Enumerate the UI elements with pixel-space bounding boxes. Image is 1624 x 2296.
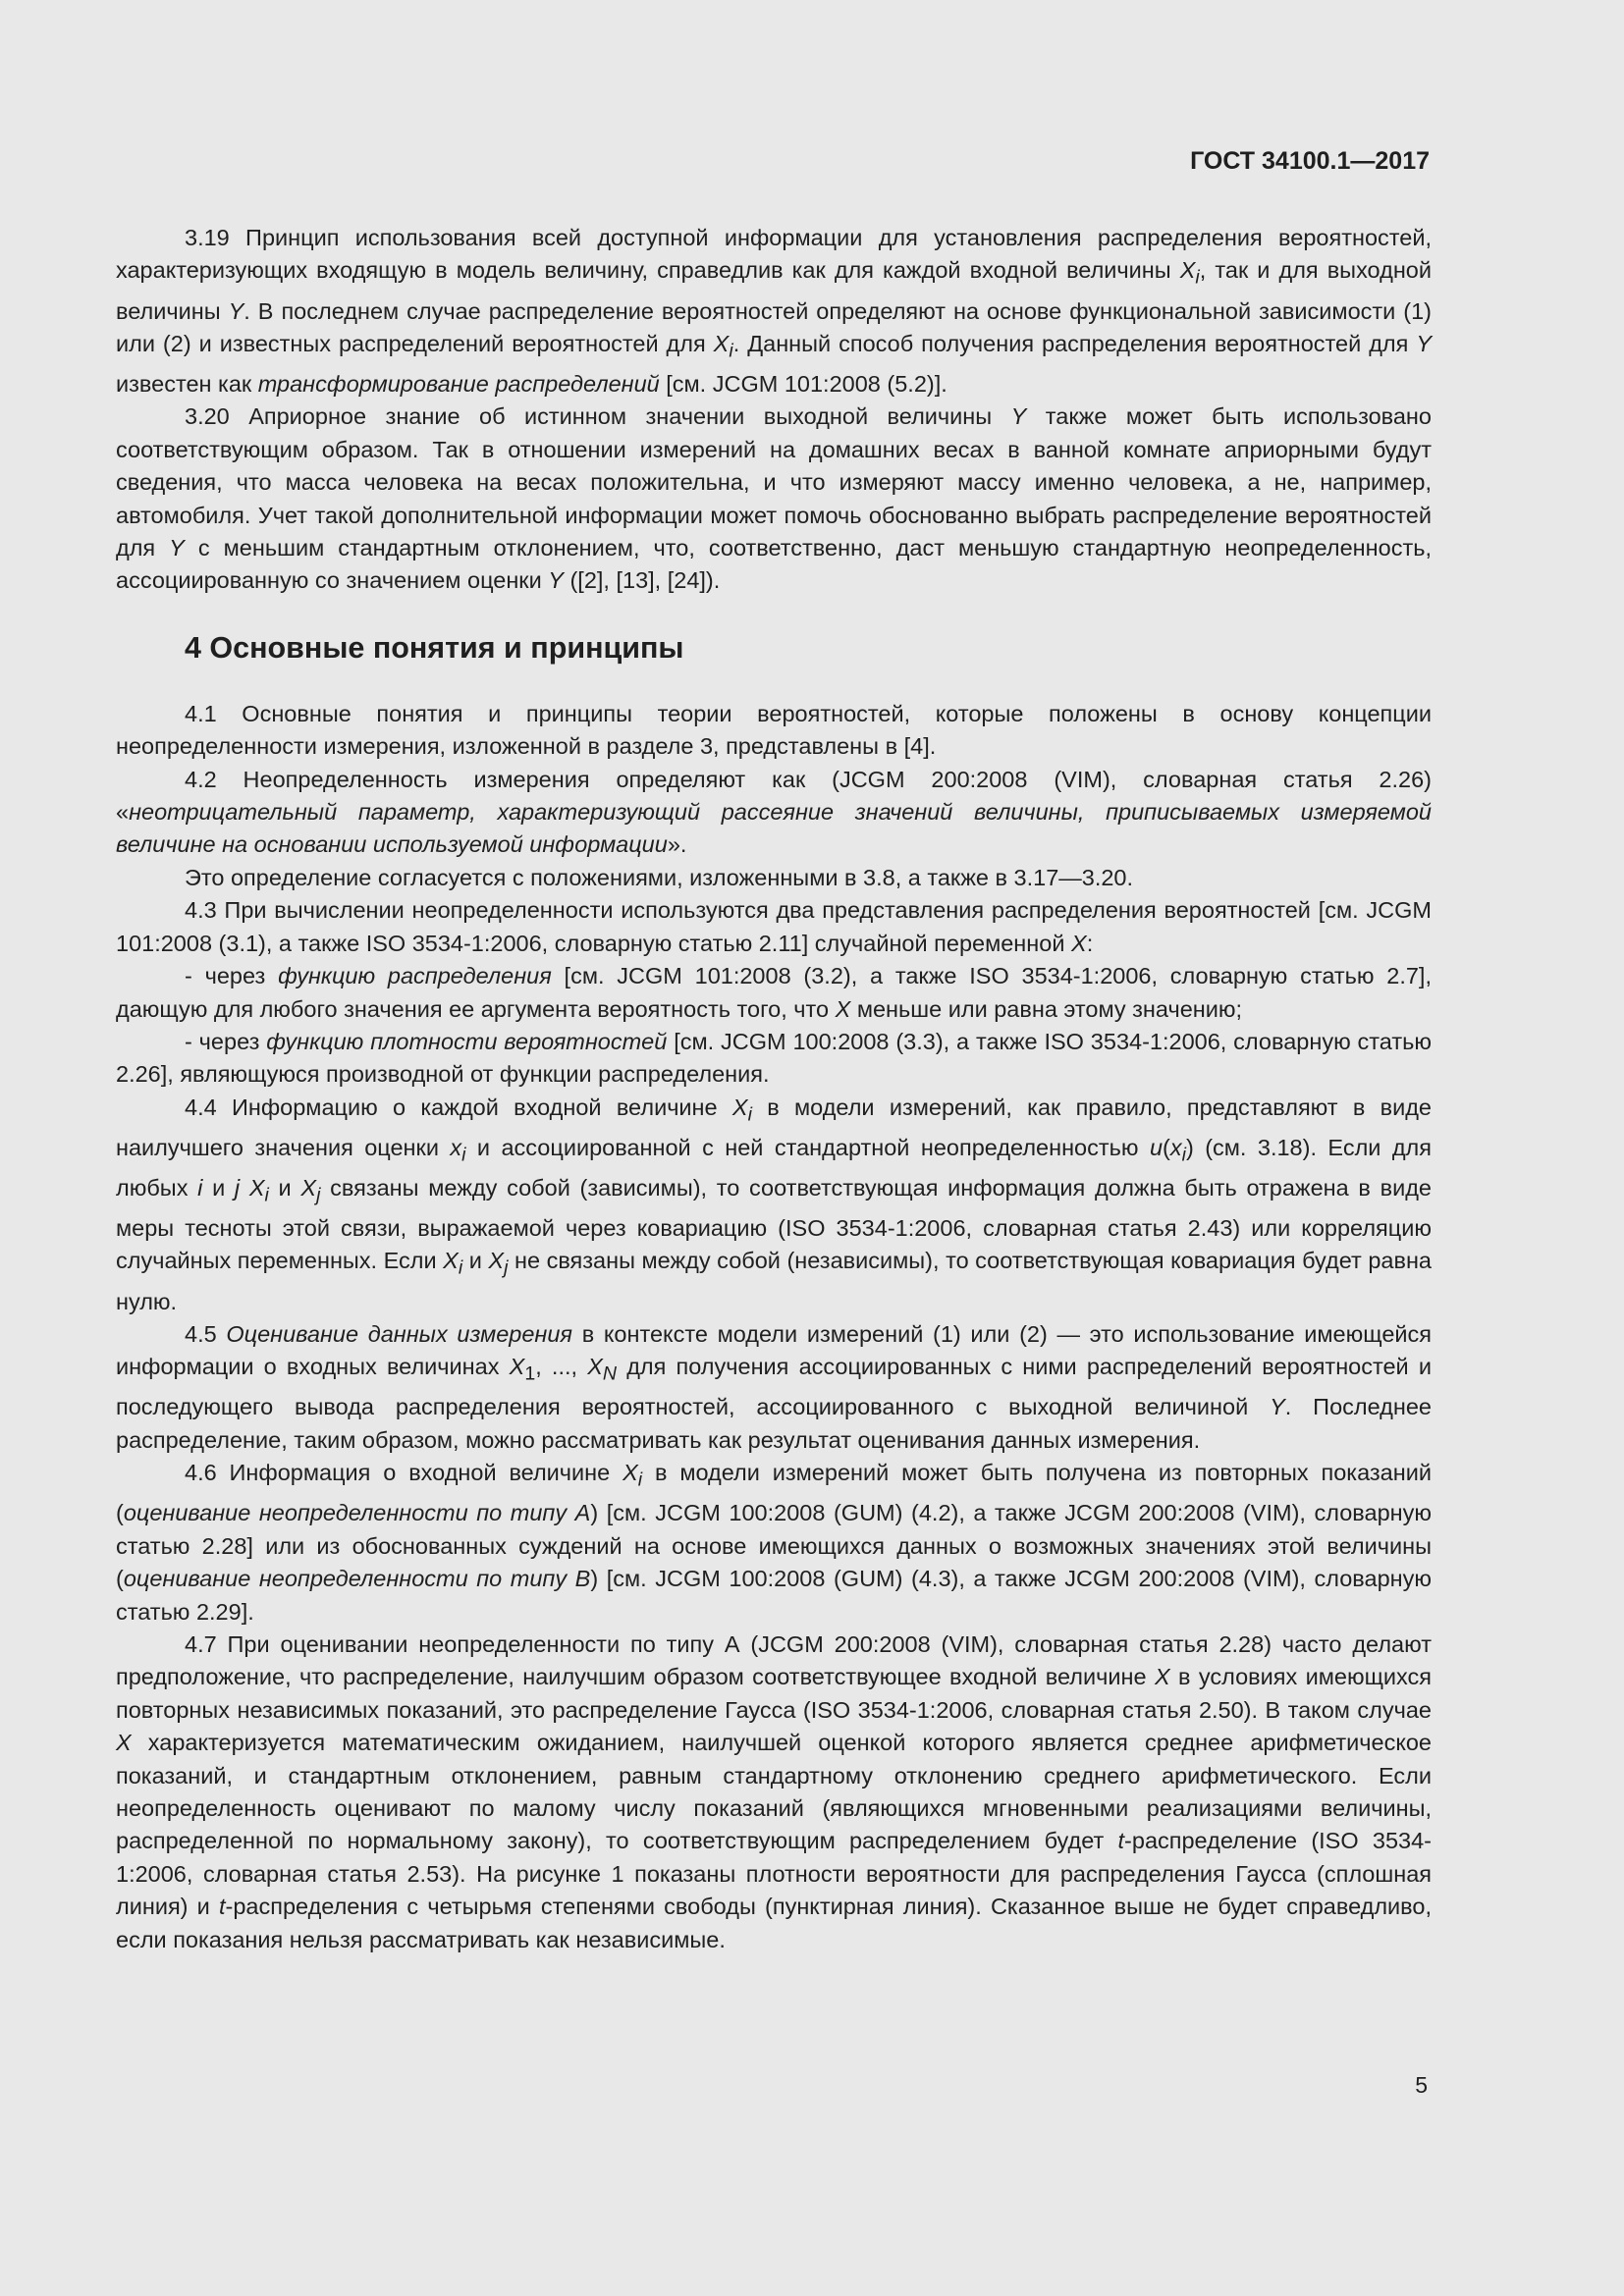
paragraph-3-19: 3.19 Принцип использования всей доступной информации для установления распределения вероятностей, характеризующих входящую в модель величину, справедлив как для каждой входной величины $X_i$, так и для выходной величины Y. В последнем случае распределение вероятностей определяют на основе функциональной зависимости (1) или (2) и известных распределений вероятностей для $X_i$. Данный способ получения распределения вероятностей для Y известен как трансформирование распределений [см. JCGM 101:2008 (5.2)]. (116, 225, 1432, 397)
paragraph-4-7: 4.7 При оценивании неопределенности по типу А (JCGM 200:2008 (VIM), словарная статья 2.28) часто делают предположение, что распределение, наилучшим образом соответствующее входной величине X в условиях имеющихся повторных независимых показаний, это распределение Гаусса (ISO 3534-1:2006, словарная статья 2.50). В таком случае X характеризуется математическим ожиданием, наилучшей оценкой которого является среднее арифметическое показаний, и стандартным отклонением, равным стандартному отклонению среднего арифметического. Если неопределенность оценивают по малому числу показаний (являющихся мгновенными реализациями величины, распределенной по нормальному закону), то соответствующим распределением будет t-распределение (ISO 3534-1:2006, словарная статья 2.53). На рисунке 1 показаны плотности вероятности для распределения Гаусса (сплошная линия) и t-распределения с четырьмя степенями свободы (пунктирная линия). Сказанное выше не будет справедливо, если показания нельзя рассматривать как независимые. (116, 1630, 1432, 1952)
list-item-density-function: - через функцию плотности вероятностей [см. JCGM 100:2008 (3.3), а также ISO 3534-1:2006, словарную статью 2.26], являющуюся производной от функции распределения. (116, 1028, 1432, 1088)
paragraph-4-2: 4.2 Неопределенность измерения определяют как (JCGM 200:2008 (VIM), словарная статья 2.26) «неотрицательный параметр, характеризующий рассеяние значений величины, приписываемых измеряемой величине на основании используемой информации». (116, 766, 1432, 858)
paragraph-4-3: 4.3 При вычислении неопределенности используются два представления распределения вероятностей [см. JCGM 101:2008 (3.1), а также ISO 3534-1:2006, словарную статью 2.11] случайной переменной X: (116, 897, 1432, 956)
list-item-distribution-function: - через функцию распределения [см. JCGM 101:2008 (3.2), а также ISO 3534-1:2006, словарную статью 2.7], дающую для любого значения ее аргумента вероятность того, что X меньше или равна этому значению; (116, 963, 1432, 1022)
document-body (116, 222, 1432, 1956)
paragraph-4-4: 4.4 Информацию о каждой входной величине $X_i$ в модели измерений, как правило, представляют в виде наилучшего значения оценки $x_i$ и ассоциированной с ней стандартной неопределенностью $u(x_i)$ (см. 3.18). Если для любых i и j $X_i$ и $X_j$ связаны между собой (зависимы), то соответствующая информация должна быть отражена в виде меры тесноты этой связи, выражаемой через ковариацию (ISO 3534-1:2006, словарная статья 2.43) или корреляцию случайных переменных. Если $X_i$ и $X_j$ не связаны между собой (независимы), то соответствующая ковариация будет равна нулю. (116, 1094, 1433, 1314)
paragraph-4-5: 4.5 Оценивание данных измерения в контексте модели измерений (1) или (2) — это использование имеющейся информации о входных величинах $X_1$, ..., $X_N$ для получения ассоциированных с ними распределений вероятностей и последующего вывода распределения вероятностей, ассоциированного с выходной величиной Y. Последнее распределение, таким образом, можно рассматривать как результат оценивания данных измерения. (116, 1320, 1432, 1453)
paragraph-4-1: 4.1 Основные понятия и принципы теории вероятностей, которые положены в основу концепции неопределенности измерения, изложенной в разделе 3, представлены в [4]. (116, 700, 1432, 760)
document-code: ГОСТ 34100.1—2017 (1190, 147, 1430, 175)
paragraph-4-6: 4.6 Информация о входной величине $X_i$ в модели измерений может быть получена из повторных показаний (оценивание неопределенности по типу А) [см. JCGM 100:2008 (GUM) (4.2), а также JCGM 200:2008 (VIM), словарную статью 2.28] или из обоснованных суждений на основе имеющихся данных о возможных значениях этой величины (оценивание неопределенности по типу В) [см. JCGM 100:2008 (GUM) (4.3), а также JCGM 200:2008 (VIM), словарную статью 2.29]. (116, 1460, 1432, 1625)
paragraph-4-2-note: Это определение согласуется с положениями, изложенными в 3.8, а также в 3.17—3.20. (185, 864, 1134, 890)
page-number: 5 (1415, 2072, 1428, 2098)
section-4-title: 4 Основные понятия и принципы (185, 630, 684, 665)
paragraph-3-20: 3.20 Априорное знание об истинном значении выходной величины Y также может быть использовано соответствующим образом. Так в отношении измерений на домашних весах в ванной комнате априорными будут сведения, что масса человека на весах положительна, и что измеряют массу именно человека, а не, например, автомобиля. Учет такой дополнительной информации может помочь обоснованно выбрать распределение вероятностей для Y с меньшим стандартным отклонением, что, соответственно, даст меньшую стандартную неопределенность, ассоциированную со значением оценки Y ([2], [13], [24]). (116, 403, 1432, 594)
